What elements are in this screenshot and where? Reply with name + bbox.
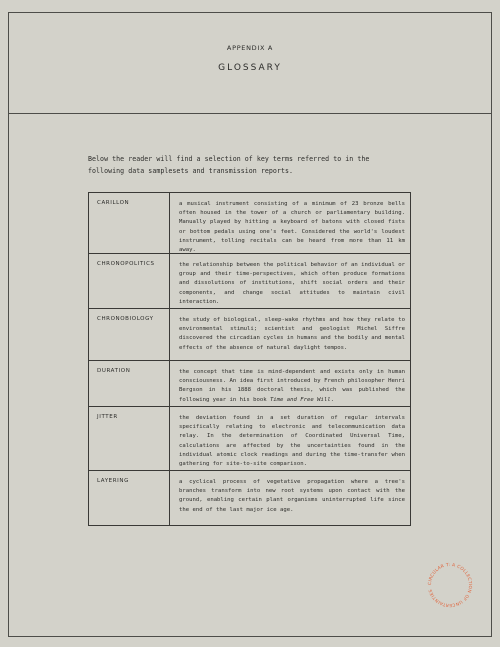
definition-chronobiology: the study of biological, sleep-wake rhythms and how they relate to environmental stimuli; scientist and geologist Michel Siffre discovered the circadian cycles in humans and the bodily and mental effects of the absence of natural daylight tempos. (179, 317, 405, 351)
term-chronopolitics: CHRONOPOLITICS (97, 261, 155, 267)
top-rule (8, 12, 492, 13)
left-rule (8, 12, 9, 637)
right-rule (491, 12, 492, 637)
book-title: Time and Free Will (269, 396, 331, 403)
header-rule (8, 113, 492, 114)
stamp-text: CIRCULAR T: A COLLECTION OF UNCERTAINTIES (427, 562, 473, 608)
glossary-row-layering (89, 471, 410, 526)
glossary-table (88, 192, 411, 526)
glossary-row-jitter (89, 407, 410, 471)
definition-layering: a cyclical process of vegetative propagation where a tree's branches transform into new root systems upon contact with the ground, enabling certain plant organisms uninterrupted life since the end of the last major ice age. (179, 479, 405, 513)
svg-text:CIRCULAR T: A COLLECTION OF UN (427, 562, 473, 608)
definition-duration (179, 368, 405, 405)
circular-stamp-logo (424, 559, 476, 611)
intro-paragraph: Below the reader will find a selection of key terms referred to in the following data samplesets and transmission reports. (88, 155, 370, 175)
term-duration: DURATION (97, 368, 131, 374)
term-carillon: CARILLON (97, 200, 130, 206)
bottom-rule (8, 636, 492, 637)
term-jitter: JITTER (97, 414, 118, 420)
glossary-row-duration (89, 361, 410, 407)
definition-chronopolitics: the relationship between the political behavior of an individual or group and their time-perspectives, which often produce formations and dissolutions of institutions, shift social orders and their components, and change social attitudes to maintain civil interaction. (179, 262, 405, 305)
term-chronobiology: CHRONOBIOLOGY (97, 316, 154, 322)
term-layering: LAYERING (97, 478, 129, 484)
appendix-label: APPENDIX A (226, 44, 274, 52)
definition-jitter: the deviation found in a set duration of regular intervals specifically relating to electronic and telecommunication data relay. In the determination of Coordinated Universal Time, calculations are affected by the uncertainties found in the individual atomic clock readings and during the time-transfer when gathering for site-to-site comparison. (179, 415, 405, 468)
glossary-row-chronopolitics (89, 254, 410, 309)
glossary-row-chronobiology (89, 309, 410, 361)
definition-duration-text: the concept that time is mind-dependent and exists only in human consciousness. An idea first introduced by French philosopher Henri Bergson in his 1888 doctoral thesis, which was published the following year in his book (179, 369, 405, 403)
definition-duration-end: . (330, 396, 334, 403)
glossary-row-carillon (89, 193, 410, 254)
page-title: GLOSSARY (218, 63, 282, 73)
definition-carillon: a musical instrument consisting of a minimum of 23 bronze bells often housed in the tower of a church or parliamentary building. Manually played by hitting a keyboard of batons with closed fists or bottom pedals using one's feet. Considered the world's loudest instrument, tolling recitals can be heard from more than 11 km away. (179, 201, 405, 254)
